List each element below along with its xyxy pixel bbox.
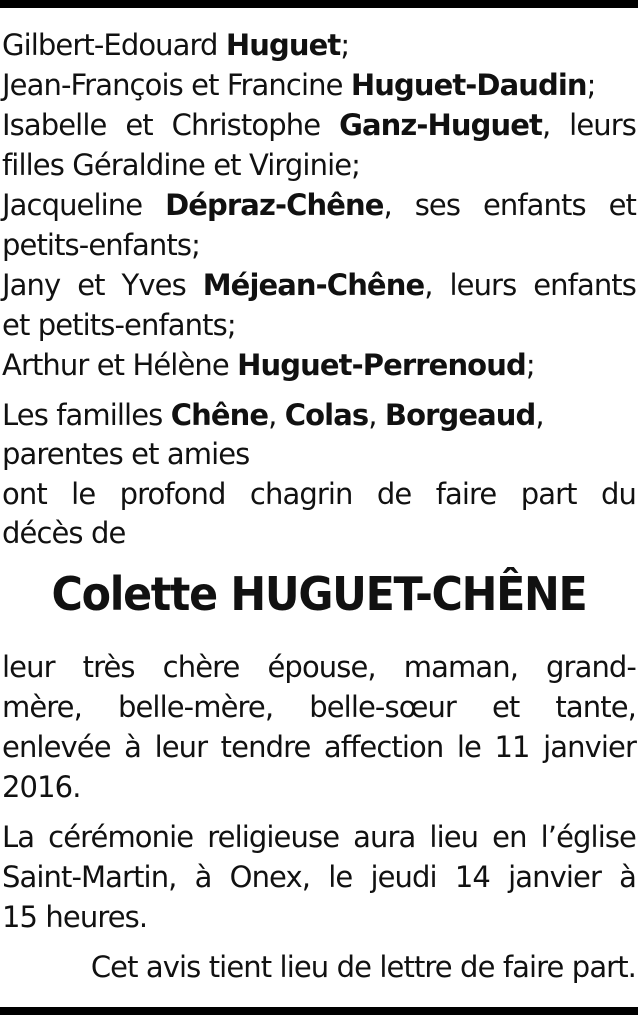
description-line-3: enlevée à leur tendre affection le 11 janvier [2,730,636,764]
description-line-1: leur très chère épouse, maman, grand- [2,650,636,684]
family-line-2: Jean-François et Francine Huguet-Daudin; [2,68,596,102]
description-line-4: 2016. [2,770,81,804]
intro-line-2: ont le profond chagrin de faire part du [2,477,636,511]
family-line-9: Arthur et Hélène Huguet-Perrenoud; [2,348,535,382]
ceremony-line-2: Saint-Martin, à Onex, le jeudi 14 janvier à [2,860,636,894]
description-line-2: mère, belle-mère, belle-sœur et tante, [2,690,636,724]
intro-line-1: parentes et amies [2,437,250,471]
intro-line-3: décès de [2,516,126,550]
family-line-1: Gilbert-Edouard Huguet; [2,28,350,62]
family-line-8: et petits-enfants; [2,308,236,342]
families-line: Les familles Chêne, Colas, Borgeaud, [2,398,544,432]
family-line-3: Isabelle et Christophe Ganz-Huguet, leurs [2,108,636,142]
deceased-name: Colette HUGUET-CHÊNE [51,567,587,621]
family-line-4: filles Géraldine et Virginie; [2,148,361,182]
top-border [0,0,638,8]
family-line-7: Jany et Yves Méjean-Chêne, leurs enfants [2,268,636,302]
bottom-border [0,1007,638,1015]
family-line-6: petits-enfants; [2,228,200,262]
ceremony-line-3: 15 heures. [2,900,148,934]
ceremony-line-1: La cérémonie religieuse aura lieu en l’église [2,820,636,854]
closing-line: Cet avis tient lieu de lettre de faire part. [90,950,636,984]
family-line-5: Jacqueline Dépraz-Chêne, ses enfants et [2,188,636,222]
